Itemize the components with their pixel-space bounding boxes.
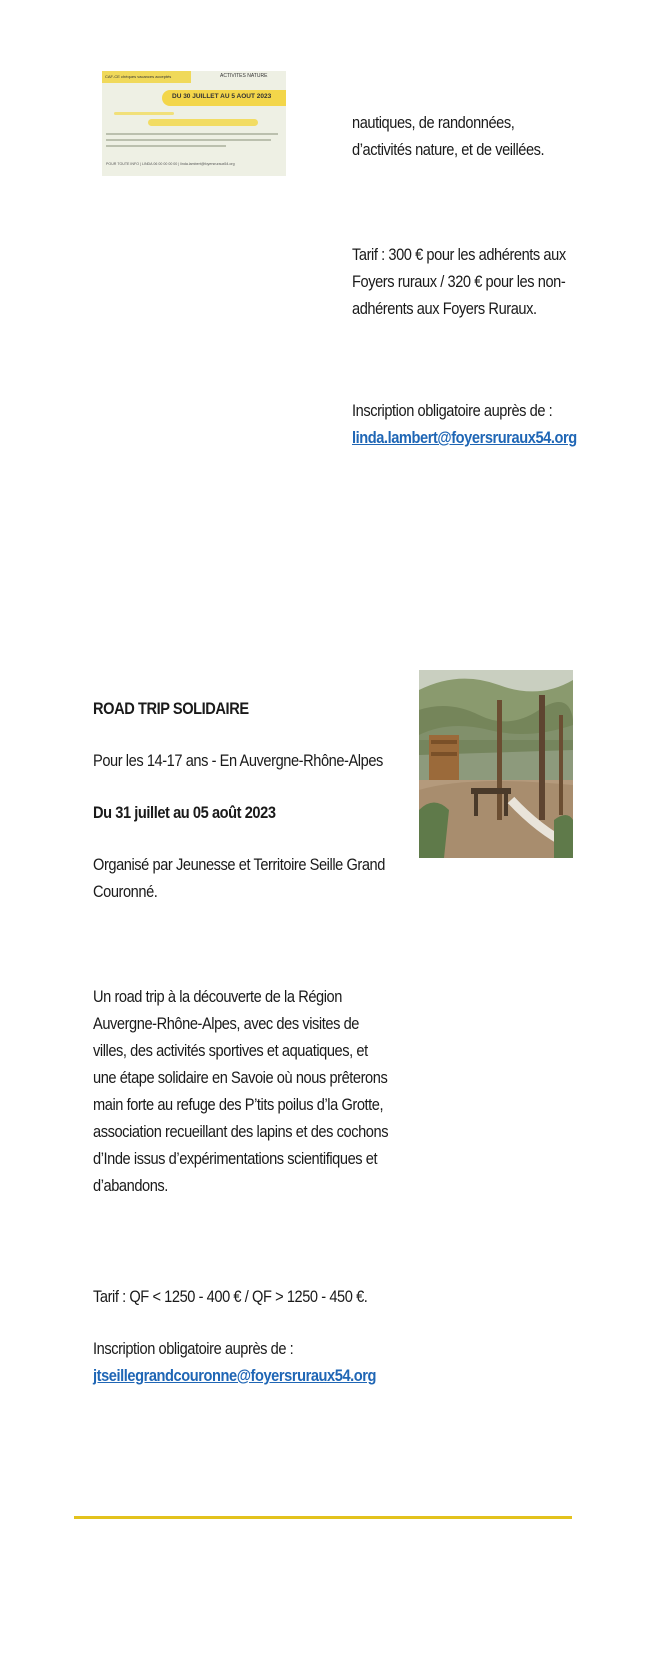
text-line: d’abandons. [93,1176,168,1195]
audience-text [93,747,403,774]
text-line: Organisé par Jeunesse et Territoire Seille Grand [93,855,385,874]
footer-divider [74,1516,572,1519]
text-line: d’activités nature, et de veillées. [352,140,545,159]
text-line: villes, des activités sportives et aquatiques, et [93,1041,368,1060]
text-line: Tarif : 300 € pour les adhérents aux [352,245,566,264]
text-line: Tarif : QF < 1250 - 400 € / QF > 1250 - 450 €. [93,1287,368,1306]
tarif-text [352,241,593,322]
flyer-text-line [106,139,271,141]
flyer-footer: POUR TOUTE INFO | LINDA 06 00 00 00 00 | linda.lambert@foyersruraux54.org [106,162,235,166]
text-line: Auvergne-Rhône-Alpes, avec des visites de [93,1014,359,1033]
photo-illustration [419,670,573,858]
activites-description [352,109,593,163]
text-line: Un road trip à la découverte de la Région [93,987,342,1006]
text-line: nautiques, de randonnées, [352,113,515,132]
flyer-tag: CAF-CE chèques vacances acceptés [102,71,191,83]
text-line: d’Inde issus d’expérimentations scientifiques et [93,1149,378,1168]
inscription-text: Inscription obligatoire auprès de : [352,401,553,420]
email-link-jtseille[interactable]: jtseillegrandcouronne@foyersruraux54.org [93,1366,377,1385]
road-trip-tarif [93,1283,403,1310]
section-title: ROAD TRIP SOLIDAIRE [93,699,249,718]
text-line: main forte au refuge des P’tits poilus d’la Grotte, [93,1095,384,1114]
road-trip-description [93,983,403,1199]
flyer-text-line [106,133,278,135]
dates-text [93,799,403,826]
flyer-heading: ACTIVITES NATURE [220,73,268,79]
text-line: une étape solidaire en Savoie où nous prêterons [93,1068,388,1087]
text-line: Couronné. [93,882,158,901]
road-trip-inscription [93,1335,403,1389]
text-line: Foyers ruraux / 320 € pour les non- [352,272,566,291]
text-line: adhérents aux Foyers Ruraux. [352,299,537,318]
road-trip-header [93,695,403,722]
activites-nature-flyer [102,71,286,176]
flyer-swirl-small [114,112,174,115]
text-line: association recueillant des lapins et des cochons [93,1122,389,1141]
inscription-block [352,397,593,451]
organizer-text [93,851,403,905]
flyer-text-line [106,145,226,147]
email-link-linda[interactable]: linda.lambert@foyersruraux54.org [352,428,577,447]
camp-hammock-photo [419,670,573,858]
text-line: Du 31 juillet au 05 août 2023 [93,803,276,822]
inscription-text: Inscription obligatoire auprès de : [93,1339,294,1358]
flyer-swirl [148,119,258,126]
flyer-dates: DU 30 JUILLET AU 5 AOUT 2023 [172,93,272,100]
text-line: Pour les 14-17 ans - En Auvergne-Rhône-Alpes [93,751,383,770]
